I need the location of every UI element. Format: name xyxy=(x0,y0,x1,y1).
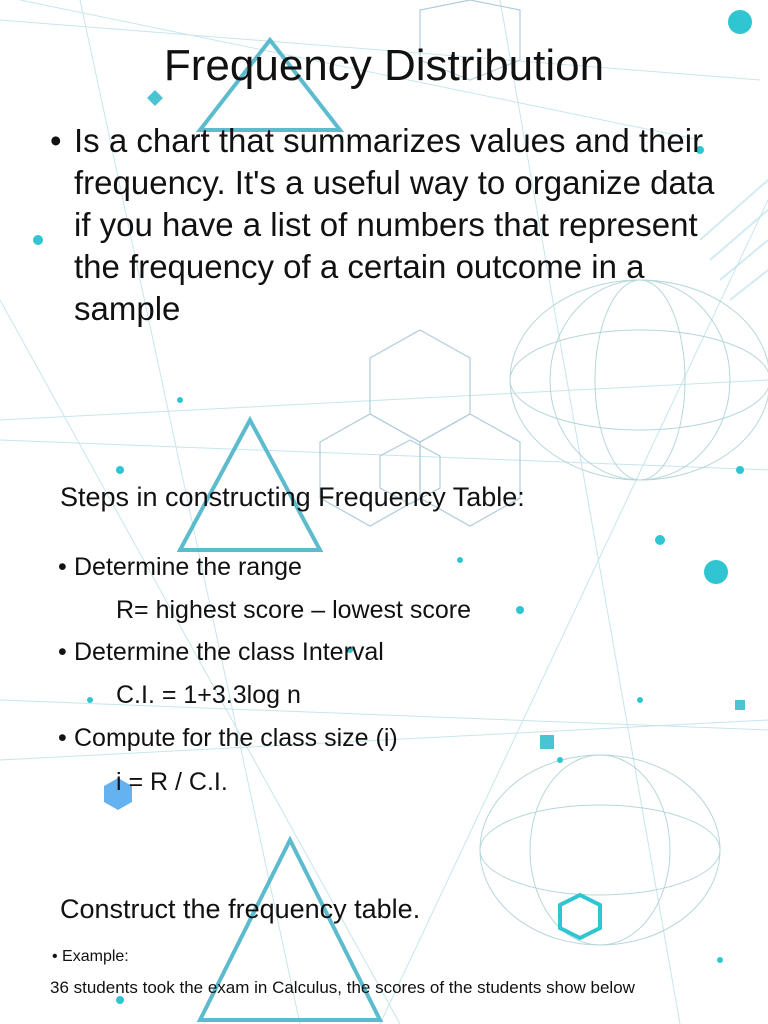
lead-text: Is a chart that summarizes values and their frequency. It's a useful way to organize data if you have a list of numbers that represent the frequency of a certain outcome in a sample xyxy=(74,122,715,327)
step-item xyxy=(58,721,398,755)
bullet-icon: • xyxy=(58,638,67,666)
example-label: • Example: xyxy=(52,948,129,965)
step-label: Determine the range xyxy=(74,553,302,581)
step-formula: i = R / C.I. xyxy=(116,768,228,796)
slide-title: Frequency Distribution xyxy=(163,41,605,90)
construct-heading: Construct the frequency table. xyxy=(60,894,421,924)
step-item xyxy=(58,550,302,584)
step-formula: C.I. = 1+3.3log n xyxy=(116,681,301,709)
steps-heading: Steps in constructing Frequency Table: xyxy=(60,482,525,512)
lead-bullet xyxy=(50,120,740,330)
bullet-icon: • xyxy=(50,122,62,159)
step-item xyxy=(58,635,384,669)
step-label: Compute for the class size (i) xyxy=(74,724,398,752)
step-label: Determine the class Interval xyxy=(74,638,384,666)
bullet-icon: • xyxy=(58,553,67,581)
step-formula: R= highest score – lowest score xyxy=(116,596,472,624)
bullet-icon: • xyxy=(58,724,67,752)
example-text: 36 students took the exam in Calculus, the scores of the students show below xyxy=(50,978,635,997)
